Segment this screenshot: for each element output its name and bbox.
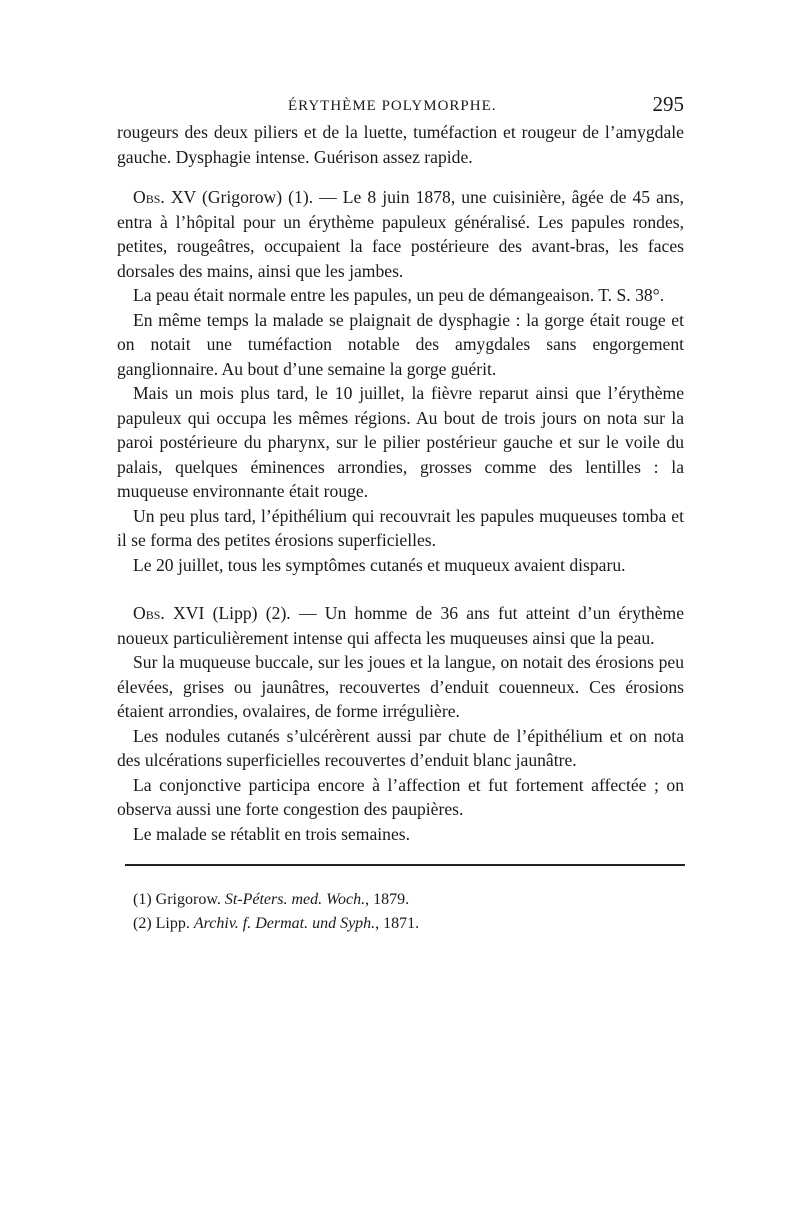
paragraph: Le malade se rétablit en trois semaines. (133, 823, 410, 844)
footnote-2-prefix: (2) Lipp. (133, 915, 194, 932)
running-header (117, 90, 684, 120)
body-text (117, 120, 684, 846)
observation-xvi-text: XVI (Lipp) (2). — Un homme de 36 ans fut atteint d’un érythème noueux particulièrement intense qui affecta les muqueuses ainsi que la peau. (117, 603, 684, 648)
footnote-2-journal: Archiv. f. Dermat. und Syph. (193, 915, 376, 932)
running-title: ÉRYTHÈME POLYMORPHE. (288, 98, 497, 114)
paragraph: Sur la muqueuse buccale, sur les joues et la langue, on notait des érosions peu élevées, grises ou jaunâtres, recouvertes d’enduit couenneux. Ces érosions étaient arrondies, ovalaires, de forme irrégulière. (117, 652, 684, 721)
footnote-1-journal: St-Péters. med. Woch. (224, 891, 366, 908)
observation-xvi-heading-paragraph (117, 601, 684, 650)
footnote-separator-rule (125, 864, 685, 866)
book-page (117, 90, 684, 936)
footnote-1-suffix: , 1879. (365, 891, 410, 908)
observation-xv-heading-paragraph (117, 185, 684, 283)
footnote-2-suffix: , 1871. (375, 915, 420, 932)
footnote-2 (133, 912, 684, 936)
obs-label: Obs. (133, 603, 165, 623)
footnote-1 (133, 888, 684, 912)
footnote-1-prefix: (1) Grigorow. (133, 891, 225, 908)
paragraph: La peau était normale entre les papules, un peu de démangeaison. T. S. 38°. (133, 285, 665, 305)
obs-label: Obs. (133, 187, 165, 207)
paragraph: Les nodules cutanés s’ulcérèrent aussi par chute de l’épithélium et on nota des ulcérations superficielles recouvertes d’enduit blanc jaunâtre. (117, 725, 684, 770)
paragraph: Un peu plus tard, l’épithélium qui recouvrait les papules muqueuses tomba et il se forma des petites érosions superficielles. (117, 505, 684, 550)
page-number: 295 (652, 92, 684, 116)
paragraph: Mais un mois plus tard, le 10 juillet, la fièvre reparut ainsi que l’érythème papuleux qui occupa les mêmes régions. Au bout de trois jours on nota sur la paroi postérieure du pharynx, sur le pilier postérieur gauche et sur le voile du palais, quelques éminences arrondies, grosses comme des lentilles : la muqueuse environnante était rouge. (117, 383, 684, 501)
paragraph: En même temps la malade se plaignait de dysphagie : la gorge était rouge et on notait une tuméfaction notable des amygdales sans engorgement ganglionnaire. Au bout d’une semaine la gorge guérit. (117, 309, 684, 379)
footnotes (133, 888, 684, 936)
paragraph: Le 20 juillet, tous les symptômes cutanés et muqueux avaient disparu. (133, 554, 626, 575)
paragraph: La conjonctive participa encore à l’affection et fut fortement affectée ; on observa aussi une forte congestion des paupières. (117, 774, 684, 819)
paragraph-continuation: rougeurs des deux piliers et de la luette, tuméfaction et rougeur de l’amygdale gauche. Dysphagie intense. Guérison assez rapide. (117, 122, 684, 167)
observation-xv-text: XV (Grigorow) (1). — Le 8 juin 1878, une cuisinière, âgée de 45 ans, entra à l’hôpital pour un érythème papuleux généralisé. Les papules rondes, petites, rougeâtres, occupaient la face postérieure des avant-bras, les faces dorsales des mains, ainsi que les jambes. (117, 187, 684, 281)
